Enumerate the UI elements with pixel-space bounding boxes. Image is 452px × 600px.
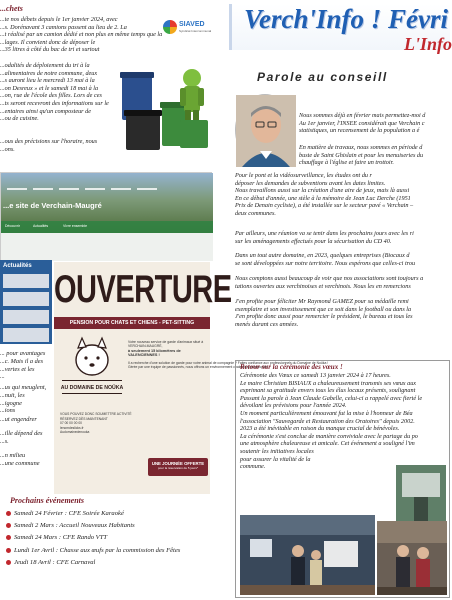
text-line: ...lages. Il convient donc de déposer le	[0, 38, 96, 46]
text-line: Le maire Christian BISIAUX a chaleureusement transmis ses vœux aux	[240, 379, 417, 387]
works-paragraph	[299, 144, 450, 167]
text-line: exemplaire et son investissement que ce soit dans le football ou dans la	[235, 305, 412, 313]
text-line: ...te nos débets depuis le 1er janvier 2024, avec	[0, 16, 118, 23]
website-bar-item[interactable]: Actualités	[33, 224, 49, 228]
bullet-icon	[6, 523, 11, 528]
text-line: l'association "Sauvegarde et Restauration des Oratoires" depuis 2002.	[240, 417, 415, 425]
text-line: déposer les demandes de subventions avant les dates limites.	[235, 179, 386, 187]
bullet-icon	[6, 535, 11, 540]
domaine-logo	[60, 334, 124, 400]
mayor-portrait	[235, 94, 295, 166]
flyer-subtitle: PENSION POUR CHATS ET CHIENS - PET-SITTING	[69, 320, 195, 326]
flyer-offer-title: UNE JOURNÉE OFFERTE	[151, 461, 205, 466]
text-line: chauffage à l'église et faire un trottoir.	[299, 159, 394, 167]
text-line: ...ou de cuisine.	[0, 115, 39, 123]
text-line: Dans un tout autre domaine, en 2023, quelques entreprises (Biocaux d	[235, 252, 410, 259]
retour-title: Retour sur la cérémonie des vœux !	[240, 363, 343, 371]
domaine-name: AU DOMAINE DE NOÜKA	[60, 385, 124, 391]
text-line: ...s.	[0, 437, 9, 445]
banner-title: Verch'Info ! Févri	[244, 4, 449, 34]
event-text: Jeudi 18 Avril : CFE Carnaval	[14, 558, 96, 566]
website-bottom	[1, 233, 213, 261]
text-line: une atmosphère chaleureuse et amicale. Cet événement a souligné l'im	[240, 440, 415, 448]
text-line: Nous sommes déjà en février mais permettez-moi d	[299, 112, 426, 119]
text-line: menés durant ces années.	[235, 320, 299, 328]
text-line: ...une commune	[0, 459, 40, 467]
text-line: buste de Saint Ghislain et pour les menuiseries du	[299, 151, 424, 159]
text-line: Cérémonie des Vœux ce samedi 13 janvier 2024 à 17 heures.	[240, 372, 391, 379]
actualites-thumb	[3, 292, 49, 306]
events-title: Prochains événements	[10, 496, 84, 505]
flyer-band	[54, 317, 210, 329]
flyer-offer	[148, 458, 208, 476]
text-line: pour assurer la vitalité de la	[240, 455, 311, 463]
mid-paragraph	[0, 430, 52, 446]
flyer-contact	[60, 412, 140, 435]
banner-subtitle: L'Info	[404, 34, 452, 54]
actualites-label: Actualités	[3, 263, 32, 269]
text-line: J'en profite donc aussi pour remercier le président, le bureau et tous les	[235, 313, 413, 321]
projects-paragraph	[235, 172, 450, 218]
text-line: ...ille dépend des	[0, 430, 43, 437]
text-line: ...ts seront recevront des informations sur le	[0, 99, 109, 107]
text-line: Nous travaillons aussi sur la création d'une aire de jeux, mais là aussi	[235, 187, 410, 195]
mid-paragraph	[0, 384, 52, 415]
dechets-paragraph	[0, 16, 163, 54]
siaved-sub: Syndicat Intercommunal	[179, 29, 212, 33]
text-line: ...n milieu	[0, 452, 26, 459]
text-line: ...ons.	[0, 145, 15, 153]
meeting-paragraph	[235, 230, 450, 245]
text-line: ...t réalisé par un camion dédié et non plus en même temps que la	[0, 31, 163, 39]
text-line: exprimant sa gratitude envers tous les élus locaux présents, soulignant	[240, 387, 416, 395]
flyer-intro-title: Votre nouveau service de garde d'animaux situé à VERCHAIN-MAUGRÉ,	[128, 340, 204, 349]
website-nav	[1, 187, 213, 192]
text-line: Un moment particulièrement émouvant fut la mise à l'honneur de Béa	[240, 409, 413, 417]
text-line: ... pour avantages	[0, 350, 46, 357]
actualites-thumb	[3, 274, 49, 288]
flyer-body-line: Gérée par une équipe de passionnés, nous offrons un environnement chaleureux et sécurisé.	[128, 365, 269, 370]
siaved-name: SIAVED	[179, 21, 205, 28]
website-title: ...e site de Verchain-Maugré	[3, 201, 102, 210]
siaved-logo	[163, 20, 215, 34]
dechets-article	[0, 4, 220, 174]
event-item	[6, 508, 220, 520]
website-bar	[1, 221, 213, 233]
bullet-icon	[6, 560, 11, 565]
text-line: ...ions	[0, 407, 16, 415]
text-line: commune.	[240, 463, 266, 471]
text-line: ...35 litres à côté du bac de tri et surtout	[0, 46, 100, 54]
events-list	[6, 508, 220, 569]
mid-paragraph	[0, 350, 52, 381]
text-line: Pour le pont et la vidéosurveillance, les études ont du r	[235, 172, 372, 179]
event-item	[6, 545, 220, 557]
ceremony-photo-side	[377, 521, 447, 595]
text-line: ...nuit, les	[0, 391, 25, 399]
text-line: 2023 a été inévitable en raison du manque crucial de bénévoles.	[240, 425, 400, 433]
prochains-evenements	[6, 496, 220, 594]
text-line: ...	[0, 373, 5, 381]
dechets-title: ...chets	[0, 4, 23, 13]
website-screenshot	[0, 172, 212, 260]
actualites-thumb	[3, 328, 49, 342]
flyer-contact-line: lenomdeslicks.fr	[60, 425, 84, 430]
text-line: ...us qui meuglent,	[0, 384, 47, 391]
flyer-offer-sub: pour la réservation de 5 jours*	[157, 466, 199, 470]
website-bar-item[interactable]: Découvrir	[5, 224, 20, 228]
text-line: Par ailleurs, une réunion va se tenir dans les prochains jours avec les ri	[235, 230, 414, 237]
event-item	[6, 532, 220, 544]
retour-body	[240, 372, 445, 471]
right-column	[229, 0, 450, 600]
website-bar-item[interactable]: Vivre ensemble	[63, 224, 88, 228]
text-line: En ce début d'année, une stèle à la mémoire de Jean Luc Derche (1951	[235, 194, 411, 202]
text-line: ...on, rue de l'école des filles. Lors de ces	[0, 92, 102, 100]
verchinfo-banner	[229, 4, 452, 54]
text-line: ...ut engendrer	[0, 416, 37, 423]
text-line: se sont développées sur notre territoire. Nous espérons que celles-ci trou	[235, 259, 416, 267]
flyer-body-line: Il a recherche d'une solution de garde pour votre animal de compagnie ? Faites confiance aux professionnels du Domaine de Noüka !	[128, 360, 329, 365]
text-line: Passant la parole à Jean Claude Gabelle, celui-ci a rappelé avec fierté le	[240, 394, 423, 402]
text-line: J'en profite pour féliciter Mr Raymond GAMEZ pour sa médaille remi	[235, 298, 409, 305]
ceremony-photo-main	[240, 515, 375, 595]
flyer-contact-line: Audomainedenouka	[60, 430, 90, 435]
event-item	[6, 557, 220, 569]
ceremony-photo-small	[396, 465, 446, 523]
flyer-contact-line: 07 00 00 00 00	[60, 421, 82, 426]
text-line: ...odalités de déploiement du tri à la	[0, 62, 90, 69]
business-paragraph	[235, 252, 450, 267]
text-line: statistiques, un recensement de la population a é	[299, 127, 420, 135]
event-text: Samedi 24 Mars : CFE Rando VTT	[14, 534, 108, 542]
dechets-paragraph	[0, 138, 120, 153]
text-line: ...c. Mais il a des	[0, 357, 44, 365]
flyer-intro-bold: à seulement 15 kilomètres de VALENCIENNES !	[128, 348, 181, 358]
waste-bins-image	[118, 60, 216, 158]
actualites-panel	[0, 260, 52, 344]
text-line: En matière de travaux, nous sommes en période d	[299, 144, 423, 151]
mid-paragraph	[0, 452, 52, 468]
retour-ceremonie-box	[235, 360, 450, 598]
text-line: sur les aménagements effectués pour la sécurisation du CD 40.	[235, 237, 392, 245]
actualites-thumb	[3, 310, 49, 324]
event-item	[6, 520, 220, 532]
text-line: ...entaires ainsi qu'un composteur de	[0, 107, 91, 115]
text-line: ...alimentaires de notre commune, deux	[0, 69, 98, 77]
text-line: tations ouvertes aux verchinoises et verchinois. Nous les en remercions	[235, 282, 411, 290]
congrats-paragraph	[235, 298, 450, 328]
bullet-icon	[6, 548, 11, 553]
flyer-contact-line: VOUS POUVEZ DONC SOUMETTRE ACTIVITÉ	[60, 412, 132, 416]
text-line: dévoilant les prévisions pour l'année 2024.	[240, 402, 347, 410]
event-text: Lundi 1er Avril : Chasse aux œufs par la commission des Fêtes	[14, 546, 181, 554]
intro-paragraph	[299, 112, 450, 135]
bullet-icon	[6, 511, 11, 516]
mid-paragraph	[0, 416, 52, 424]
portrait-image	[236, 95, 296, 167]
dechets-paragraph	[0, 62, 120, 123]
text-line: deux communes.	[235, 209, 276, 217]
siaved-emblem-icon	[163, 20, 177, 34]
text-line: Nous comptons aussi beaucoup de voir que nos associations sont toujours a	[235, 275, 424, 282]
text-line: ...s. Dorénavant 3 camions passent au lieu de 2. La	[0, 23, 127, 31]
section-title: Parole au conseill	[257, 70, 388, 84]
text-line: ...igogne	[0, 399, 22, 407]
text-line: ...vertes et les	[0, 365, 35, 373]
text-line: La cérémonie s'est conclue de manière conviviale avec le partage du po	[240, 432, 418, 440]
associations-paragraph	[235, 275, 450, 290]
event-text: Samedi 24 Février : CFE Soirée Karaoké	[14, 510, 124, 517]
text-line: soutenir les initiatives locales	[240, 447, 314, 455]
flyer-contact-line: RÉSERVEZ DÈS MAINTENANT	[60, 416, 108, 421]
text-line: ...on Desreux » et le samedi 18 mai à la	[0, 84, 99, 92]
text-line: ...ous des précisions sur l'horaire, nous	[0, 138, 98, 145]
text-line: ...s auront lieu le mercredi 13 mai à la	[0, 77, 95, 85]
text-line: Au 1er janvier, l'INSEE considérait que Verchain c	[299, 119, 425, 127]
event-text: Samedi 2 Mars : Accueil Nouveaux Habitants	[14, 522, 135, 530]
flyer-title: OUVERTURE	[54, 268, 232, 312]
text-line: Prix de Denain cycliste), a été installée sur le secteur pavé « Verchain –	[235, 202, 414, 210]
